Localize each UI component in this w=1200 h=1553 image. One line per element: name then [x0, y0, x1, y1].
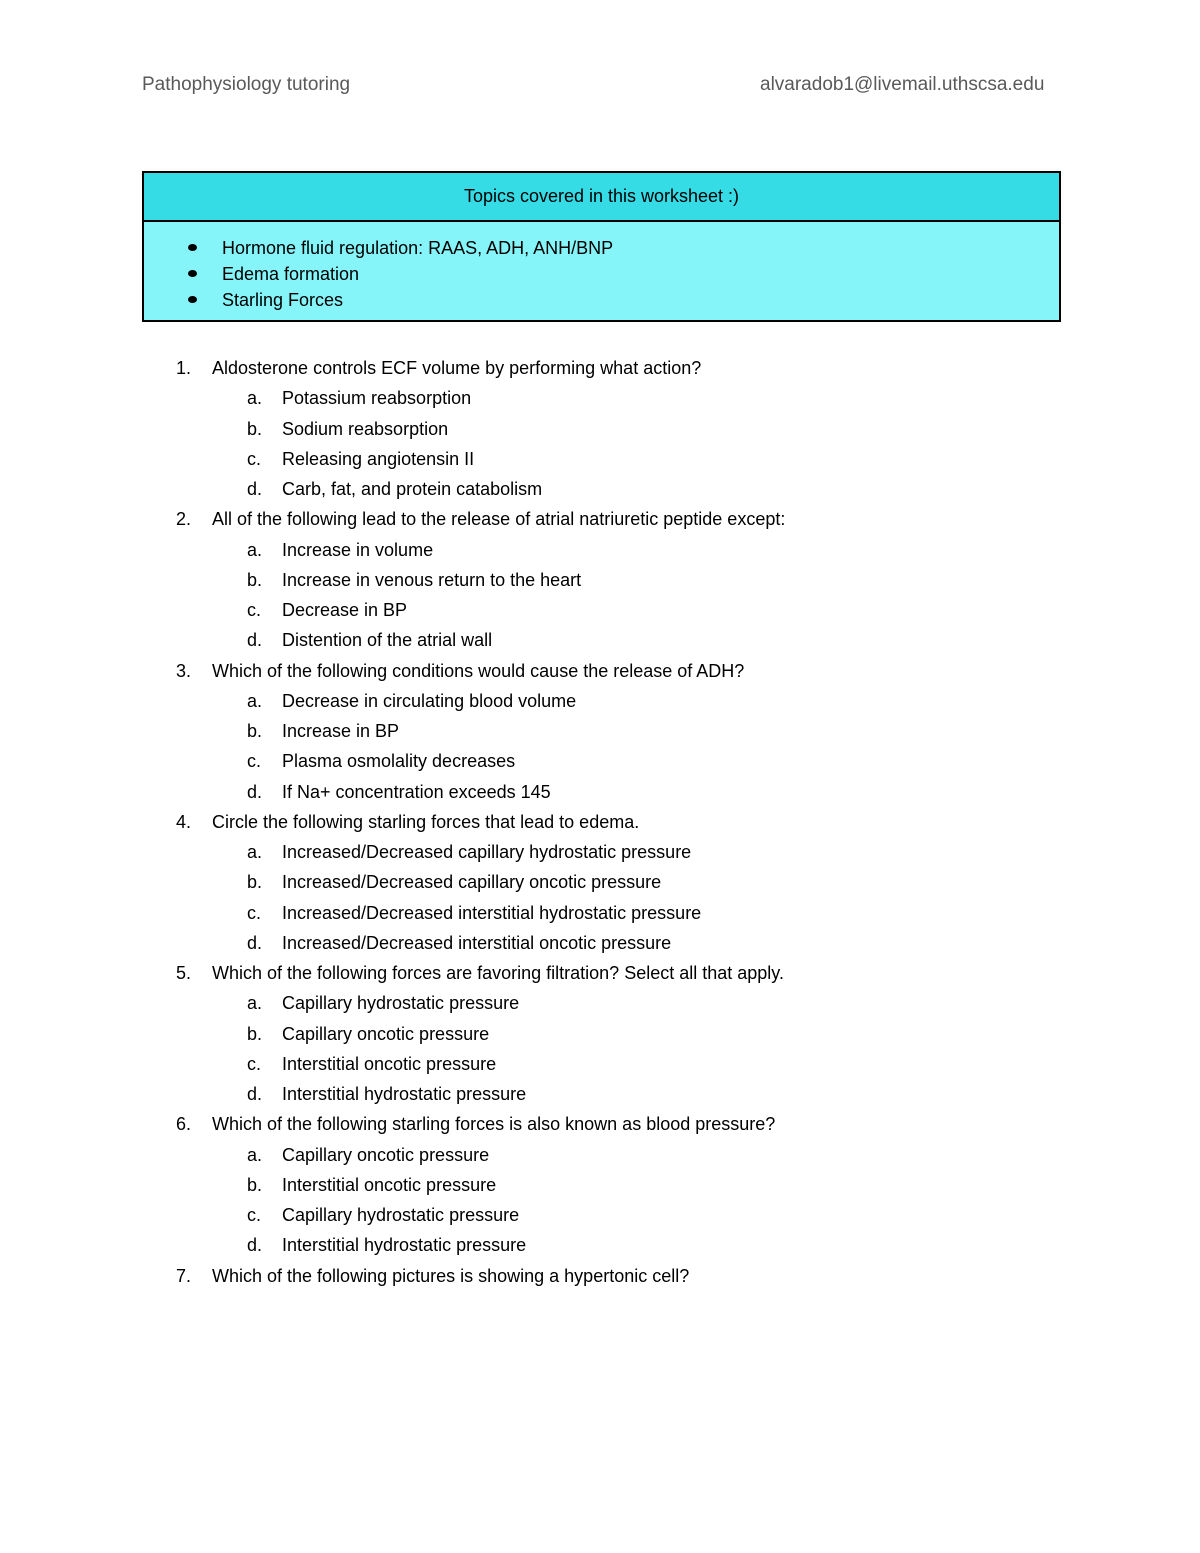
question-2	[0, 504, 1200, 534]
question-number: 7.	[176, 1265, 192, 1286]
option-text: Increase in venous return to the heart	[282, 569, 582, 590]
option-item	[0, 898, 1200, 928]
option-item	[0, 777, 1200, 807]
option-letter: d.	[247, 781, 263, 802]
option-letter: b.	[247, 1174, 263, 1195]
option-text: If Na+ concentration exceeds 145	[282, 781, 551, 802]
option-letter: a.	[247, 690, 263, 711]
option-item	[0, 474, 1200, 504]
option-letter: c.	[247, 1205, 262, 1225]
option-letter: b.	[247, 418, 263, 439]
option-text: Distention of the atrial wall	[282, 630, 493, 651]
option-text: Increase in BP	[282, 721, 400, 741]
option-letter: c.	[247, 448, 262, 469]
question-1	[0, 353, 1200, 383]
question-number: 5.	[176, 963, 192, 983]
option-item	[0, 867, 1200, 897]
option-text: Increase in volume	[282, 539, 434, 560]
question-text: All of the following lead to the release of atrial natriuretic peptide except:	[212, 509, 786, 530]
topics-list	[144, 222, 1059, 320]
option-letter: a.	[247, 993, 263, 1014]
question-number: 6.	[176, 1114, 192, 1135]
question-text: Which of the following starling forces is also known as blood pressure?	[212, 1114, 776, 1135]
option-text: Carb, fat, and protein catabolism	[282, 479, 543, 499]
option-item	[0, 383, 1200, 413]
option-letter: b.	[247, 1023, 263, 1044]
question-text: Which of the following pictures is showing a hypertonic cell?	[212, 1265, 690, 1286]
option-item	[0, 1230, 1200, 1260]
option-item	[0, 988, 1200, 1018]
option-text: Capillary hydrostatic pressure	[282, 993, 520, 1014]
question-number: 2.	[176, 509, 192, 530]
topic-text: Starling Forces	[222, 290, 344, 310]
option-text: Capillary oncotic pressure	[282, 1023, 490, 1044]
question-list	[0, 353, 1200, 1291]
option-item	[0, 686, 1200, 716]
option-item	[0, 1140, 1200, 1170]
option-item	[0, 746, 1200, 776]
option-text: Capillary oncotic pressure	[282, 1144, 490, 1165]
topics-box	[142, 171, 1061, 322]
topic-item	[144, 287, 1059, 313]
option-item	[0, 716, 1200, 746]
option-text: Potassium reabsorption	[282, 388, 472, 409]
bullet-icon	[188, 296, 197, 303]
option-item	[0, 1200, 1200, 1230]
option-letter: a.	[247, 539, 263, 560]
option-item	[0, 595, 1200, 625]
header-email: alvaradob1@livemail.uthscsa.edu	[760, 74, 1045, 95]
option-text: Releasing angiotensin II	[282, 448, 475, 469]
option-letter: d.	[247, 932, 263, 953]
option-text: Interstitial oncotic pressure	[282, 1174, 497, 1195]
option-letter: a.	[247, 388, 263, 409]
option-item	[0, 1170, 1200, 1200]
option-item	[0, 1079, 1200, 1109]
option-item	[0, 625, 1200, 655]
question-number: 1.	[176, 358, 192, 378]
question-number: 4.	[176, 811, 192, 832]
bullet-icon	[188, 244, 197, 251]
bullet-icon	[188, 270, 197, 277]
option-text: Sodium reabsorption	[282, 418, 449, 439]
option-letter: c.	[247, 751, 262, 772]
question-6	[0, 1109, 1200, 1139]
option-letter: d.	[247, 479, 263, 499]
option-letter: a.	[247, 842, 263, 862]
question-text: Circle the following starling forces that lead to edema.	[212, 811, 640, 832]
option-text: Decrease in circulating blood volume	[282, 690, 577, 711]
option-letter: b.	[247, 721, 263, 741]
option-text: Increased/Decreased interstitial oncotic pressure	[282, 932, 672, 953]
option-text: Increased/Decreased capillary oncotic pressure	[282, 872, 662, 893]
option-letter: b.	[247, 569, 263, 590]
option-item	[0, 1019, 1200, 1049]
option-letter: d.	[247, 1084, 263, 1104]
option-text: Increased/Decreased interstitial hydrostatic pressure	[282, 902, 702, 923]
question-3	[0, 656, 1200, 686]
option-text: Increased/Decreased capillary hydrostatic pressure	[282, 842, 692, 862]
option-text: Decrease in BP	[282, 600, 408, 620]
option-letter: c.	[247, 1053, 262, 1074]
option-letter: d.	[247, 630, 263, 651]
option-item	[0, 565, 1200, 595]
option-item	[0, 928, 1200, 958]
topic-text: Hormone fluid regulation: RAAS, ADH, ANH/BNP	[222, 238, 614, 258]
question-text: Which of the following conditions would cause the release of ADH?	[212, 660, 745, 681]
option-letter: c.	[247, 902, 262, 923]
option-text: Interstitial hydrostatic pressure	[282, 1084, 527, 1104]
option-text: Capillary hydrostatic pressure	[282, 1205, 520, 1225]
option-text: Interstitial oncotic pressure	[282, 1053, 497, 1074]
question-text: Which of the following forces are favoring filtration? Select all that apply.	[212, 963, 784, 983]
question-5	[0, 958, 1200, 988]
topic-item	[144, 235, 1059, 261]
option-item	[0, 444, 1200, 474]
question-7	[0, 1261, 1200, 1291]
question-text: Aldosterone controls ECF volume by performing what action?	[212, 358, 702, 378]
option-item	[0, 837, 1200, 867]
topics-title: Topics covered in this worksheet :)	[144, 173, 1059, 222]
option-item	[0, 535, 1200, 565]
option-item	[0, 414, 1200, 444]
option-item	[0, 1049, 1200, 1079]
option-letter: b.	[247, 872, 263, 893]
option-text: Plasma osmolality decreases	[282, 751, 516, 772]
topic-item	[144, 261, 1059, 287]
header-course-title: Pathophysiology tutoring	[142, 74, 351, 95]
option-letter: a.	[247, 1144, 263, 1165]
option-text: Interstitial hydrostatic pressure	[282, 1235, 527, 1256]
option-letter: d.	[247, 1235, 263, 1256]
question-number: 3.	[176, 660, 192, 681]
option-letter: c.	[247, 600, 262, 620]
topic-text: Edema formation	[222, 264, 360, 284]
question-4	[0, 807, 1200, 837]
